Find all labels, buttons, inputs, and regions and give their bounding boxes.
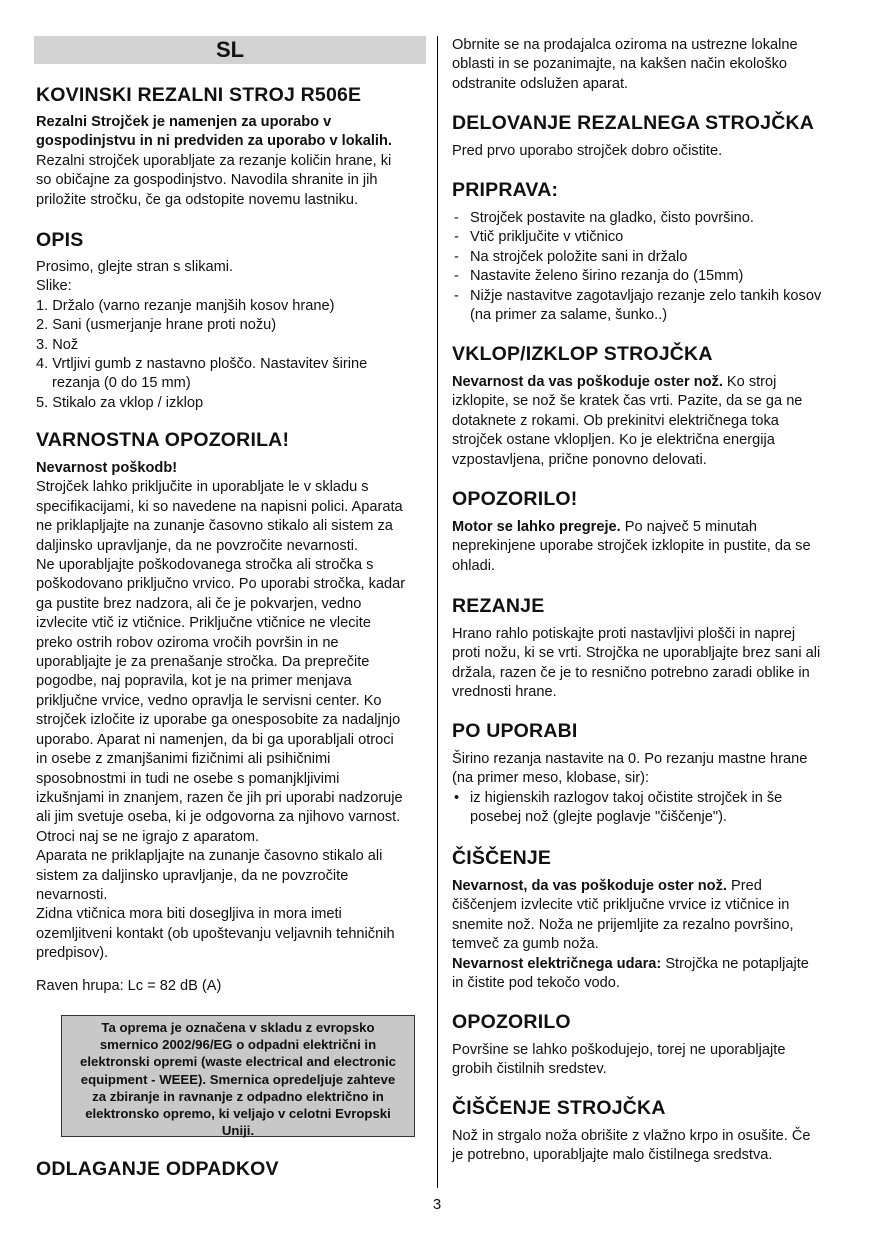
intro-bold-line: Rezalni Strojček je namenjen za uporabo v	[36, 114, 332, 130]
safety-line: nevarnosti.	[36, 886, 108, 903]
safety-line: ne priklapljajte na zunanje časovno stikalo ali sistem za	[36, 518, 393, 535]
safety-paragraph	[36, 459, 428, 964]
list-item: - Nižje nastavitve zagotavljajo rezanje zelo tankih kosov	[454, 287, 822, 304]
cutting-line: držala, razen če je to resnično potrebno zaradi oblike in	[452, 664, 810, 681]
safety-line: Otroci naj se ne igrajo z aparatom.	[36, 828, 260, 845]
after-use-bullet-text: posebej nož (glejte poglavje "čiščenje").	[470, 809, 727, 826]
warning-line: neprekinjene uporabe strojček izklopite in pustite, da se	[452, 538, 811, 555]
after-use-paragraph	[452, 750, 852, 828]
section-heading-safety: VARNOSTNA OPOZORILA!	[36, 429, 290, 451]
section-heading-preparation: PRIPRAVA:	[452, 179, 559, 201]
after-use-bullet-text: iz higienskih razlogov takoj očistite strojček in še	[470, 789, 783, 806]
safety-line: izvlecite vtič iz vtičnice. Priključne vtičnice ne vlecite	[36, 615, 371, 632]
weee-line: smernico 2002/96/EG o odpadni električni in	[99, 1037, 377, 1053]
section-heading-opis: OPIS	[36, 229, 84, 251]
opis-list	[36, 258, 428, 413]
intro-line: priložite stročku, če ga odstopite novemu lastniku.	[36, 191, 359, 208]
list-item: • iz higienskih razlogov takoj očistite strojček in še	[454, 789, 783, 806]
intro-paragraph	[36, 113, 428, 210]
safety-line: poškodovano priključno vrvico. Po uporabi stročka, kadar	[36, 576, 406, 593]
safety-line: Zidna vtičnica mora biti dosegljiva in mora imeti	[36, 906, 342, 923]
warning-bold: Motor se lahko pregreje.	[452, 519, 621, 535]
section-heading-disposal: ODLAGANJE ODPADKOV	[36, 1158, 279, 1180]
opis-line: 4. Vrtljivi gumb z nastavno ploščo. Nastavitev širine	[36, 356, 368, 373]
section-heading-on-off: VKLOP/IZKLOP STROJČKA	[452, 343, 713, 365]
safety-line: uporabljajte je za prenašanje stročka. Da preprečite	[36, 654, 370, 671]
cleaning-bold: Nevarnost električnega udara:	[452, 955, 662, 972]
on-off-line: vzpostavljena, prične ponovno delovati.	[452, 451, 707, 468]
cutting-line: Hrano rahlo potiskajte proti nastavljivi plošči in naprej	[452, 626, 796, 642]
opis-line: Prosimo, glejte stran s slikami.	[36, 259, 234, 275]
opis-line: 2. Sani (usmerjanje hrane proti nožu)	[36, 317, 277, 334]
opis-line: Slike:	[36, 278, 72, 295]
disposal-paragraph	[452, 36, 852, 94]
prep-item-text: Nastavite želeno širino rezanja do (15mm)	[470, 268, 744, 285]
safety-line: uporabo. Aparat ni namenjen, da bi ga uporabljali otroci	[36, 731, 394, 748]
weee-line: elektronsko opremo, ki veljajo v celotni Evropski	[85, 1106, 391, 1122]
safety-line: sposobnostmi in tudi ne osebe s pomanjkljivimi	[36, 770, 340, 787]
safety-line: izkušnjami in znanjem, razen če jih pri uporabi nadzoruje	[36, 789, 403, 806]
cleaning-paragraph	[452, 877, 852, 993]
section-heading-caution: OPOZORILO	[452, 1011, 571, 1033]
on-off-line: izklopite, se nož še kratek čas vrti. Pazite, da se ga ne	[452, 393, 803, 410]
safety-bold: Nevarnost poškodb!	[36, 460, 178, 476]
cleaning-line: čiščenjem izvlecite vtič priključne vrvice iz vtičnice in	[452, 897, 790, 914]
opis-line: 5. Stikalo za vklop / izklop	[36, 394, 204, 411]
warning-line	[452, 518, 852, 537]
safety-line: pogodbe, naj popravila, kot je na primer menjava	[36, 673, 352, 690]
intro-line: so običajne za gospodinjstvo. Navodila shranite in jih	[36, 172, 378, 189]
cleaning-line	[452, 955, 852, 974]
product-title: KOVINSKI REZALNI STROJ R506E	[36, 84, 362, 106]
opis-line: 3. Nož	[36, 336, 79, 353]
machine-cleaning-line: je potrebno, uporabljajte malo čistilnega sredstva.	[452, 1147, 773, 1164]
cleaning-line: temveč za gumb noža.	[452, 936, 599, 953]
prep-item-text: Nižje nastavitve zagotavljajo rezanje zelo tankih kosov	[470, 287, 822, 304]
safety-line: strojček izločite iz uporabe ga onesposobite za nadaljnjo	[36, 712, 401, 729]
intro-line: Rezalni strojček uporabljate za rezanje količin hrane, ki	[36, 152, 392, 169]
disposal-line: Obrnite se na prodajalca oziroma na ustrezne lokalne	[452, 37, 798, 53]
warning-line: ohladi.	[452, 557, 496, 574]
list-item: - Vtič priključite v vtičnico	[454, 229, 624, 246]
cleaning-line: snemite nož. Noža ne prijemljite za rezalno površino,	[452, 916, 794, 933]
prep-item-text: Strojček postavite na gladko, čisto površino.	[470, 210, 754, 226]
noise-level: Raven hrupa: Lc = 82 dB (A)	[36, 978, 222, 994]
safety-line: predpisov).	[36, 945, 109, 962]
safety-line: priključne vrvice, vedno opravlja le servisni center. Ko	[36, 692, 382, 709]
prep-item-text: (na primer za salame, šunko..)	[470, 307, 668, 324]
preparation-list	[452, 209, 852, 325]
column-divider	[437, 36, 438, 1188]
cutting-line: vrednosti hrane.	[452, 684, 557, 701]
weee-line: Uniji.	[221, 1123, 255, 1139]
opis-line: rezanja (0 do 15 mm)	[52, 375, 191, 392]
language-header: SL	[34, 36, 426, 64]
cleaning-rest: Pred	[726, 878, 762, 894]
section-heading-operation: DELOVANJE REZALNEGA STROJČKA	[452, 112, 815, 134]
list-item	[452, 808, 852, 827]
safety-line: Aparata ne priklapljajte na zunanje časovno stikalo ali	[36, 848, 383, 865]
weee-line: za zbiranje in ravnanje z odpadno električno in	[92, 1088, 384, 1104]
section-heading-machine-cleaning: ČIŠČENJE STROJČKA	[452, 1097, 666, 1119]
machine-cleaning-line: Nož in strgalo noža obrišite z vlažno krpo in osušite. Če	[452, 1128, 811, 1144]
section-heading-cleaning: ČIŠČENJE	[452, 847, 552, 869]
list-item: - Strojček postavite na gladko, čisto površino.	[454, 210, 754, 226]
caution-paragraph	[452, 1041, 852, 1080]
cutting-line: proti nožu, ki se vrti. Strojčka ne uporabljajte brez sani ali	[452, 645, 821, 662]
on-off-line: strojček ostane vklopljen. Ko je električna energija	[452, 432, 775, 449]
disposal-line: odstranite odslužen aparat.	[452, 75, 629, 92]
list-item: - Na strojček položite sani in držalo	[454, 248, 688, 265]
disposal-line: oblasti in se pozanimajte, na kakšen način ekološko	[452, 56, 788, 73]
on-off-paragraph	[452, 373, 852, 470]
safety-line: in osebe z zmanjšanimi fizičnimi ali psihičnimi	[36, 751, 331, 768]
operation-text: Pred prvo uporabo strojček dobro očistite.	[452, 143, 723, 159]
prep-item-text: Vtič priključite v vtičnico	[470, 229, 624, 246]
weee-line: Ta oprema je označena v skladu z evropsko	[101, 1020, 375, 1035]
warning-rest: Po največ 5 minutah	[620, 519, 757, 535]
safety-line: Strojček lahko priključite in uporabljate le v skladu s	[36, 479, 369, 496]
on-off-rest: Ko stroj	[722, 374, 777, 390]
section-heading-after-use: PO UPORABI	[452, 720, 578, 742]
safety-line: daljinsko upravljanje, da ne povzročite nevarnosti.	[36, 537, 359, 554]
section-heading-cutting: REZANJE	[452, 595, 545, 617]
cleaning-line: in čistite pod tekočo vodo.	[452, 975, 620, 992]
safety-line: preko ostrih robov oziroma vročih površin in ne	[36, 634, 339, 651]
after-use-line: Širino rezanja nastavite na 0. Po rezanju mastne hrane	[452, 751, 808, 767]
safety-line: specifikacijami, ki so navedene na napisni polici. Aparata	[36, 498, 403, 515]
weee-notice-box	[61, 1015, 415, 1137]
weee-line: elektronski opremi (waste electrical and electronic	[80, 1054, 396, 1070]
caution-line: Površine se lahko poškodujejo, torej ne uporabljajte	[452, 1042, 786, 1058]
page-number: 3	[432, 1196, 442, 1213]
machine-cleaning-paragraph	[452, 1127, 852, 1166]
weee-line: equipment - WEEE). Smernica opredeljuje zahteve	[80, 1071, 396, 1087]
section-heading-warning: OPOZORILO!	[452, 488, 578, 510]
cleaning-line	[452, 877, 852, 896]
prep-item-text: Na strojček položite sani in držalo	[470, 248, 688, 265]
safety-line: Ne uporabljajte poškodovanega stročka ali stročka s	[36, 557, 374, 574]
safety-line: ozemljitveni kontakt (ob upoštevanju veljavnih tehničnih	[36, 925, 395, 942]
caution-line: grobih čistilnih sredstev.	[452, 1061, 607, 1078]
cleaning-bold: Nevarnost, da vas poškoduje oster nož.	[452, 878, 727, 894]
safety-line: ga pustite brez nadzora, ali če je pokvarjen, vedno	[36, 595, 362, 612]
on-off-line: dotaknete z rokami. Ob prekinitvi električnega toka	[452, 412, 779, 429]
on-off-bold: Nevarnost da vas poškoduje oster nož.	[452, 374, 723, 390]
list-item: - Nastavite želeno širino rezanja do (15mm)	[454, 268, 744, 285]
list-item	[452, 306, 852, 325]
cleaning-rest: Strojčka ne potapljajte	[661, 955, 809, 972]
cutting-paragraph	[452, 625, 852, 703]
after-use-line: (na primer meso, klobase, sir):	[452, 770, 650, 787]
intro-bold-line: gospodinjstvu in ni predviden za uporabo v lokalih.	[36, 133, 392, 150]
safety-line: ali jim svetuje oseba, ki je odgovorna za njihovo varnost.	[36, 809, 401, 826]
opis-line: 1. Držalo (varno rezanje manjših kosov hrane)	[36, 297, 335, 314]
on-off-line	[452, 373, 852, 392]
safety-line: sistem za daljinsko upravljanje, da ne povzročite	[36, 867, 349, 884]
warning-paragraph	[452, 518, 852, 576]
